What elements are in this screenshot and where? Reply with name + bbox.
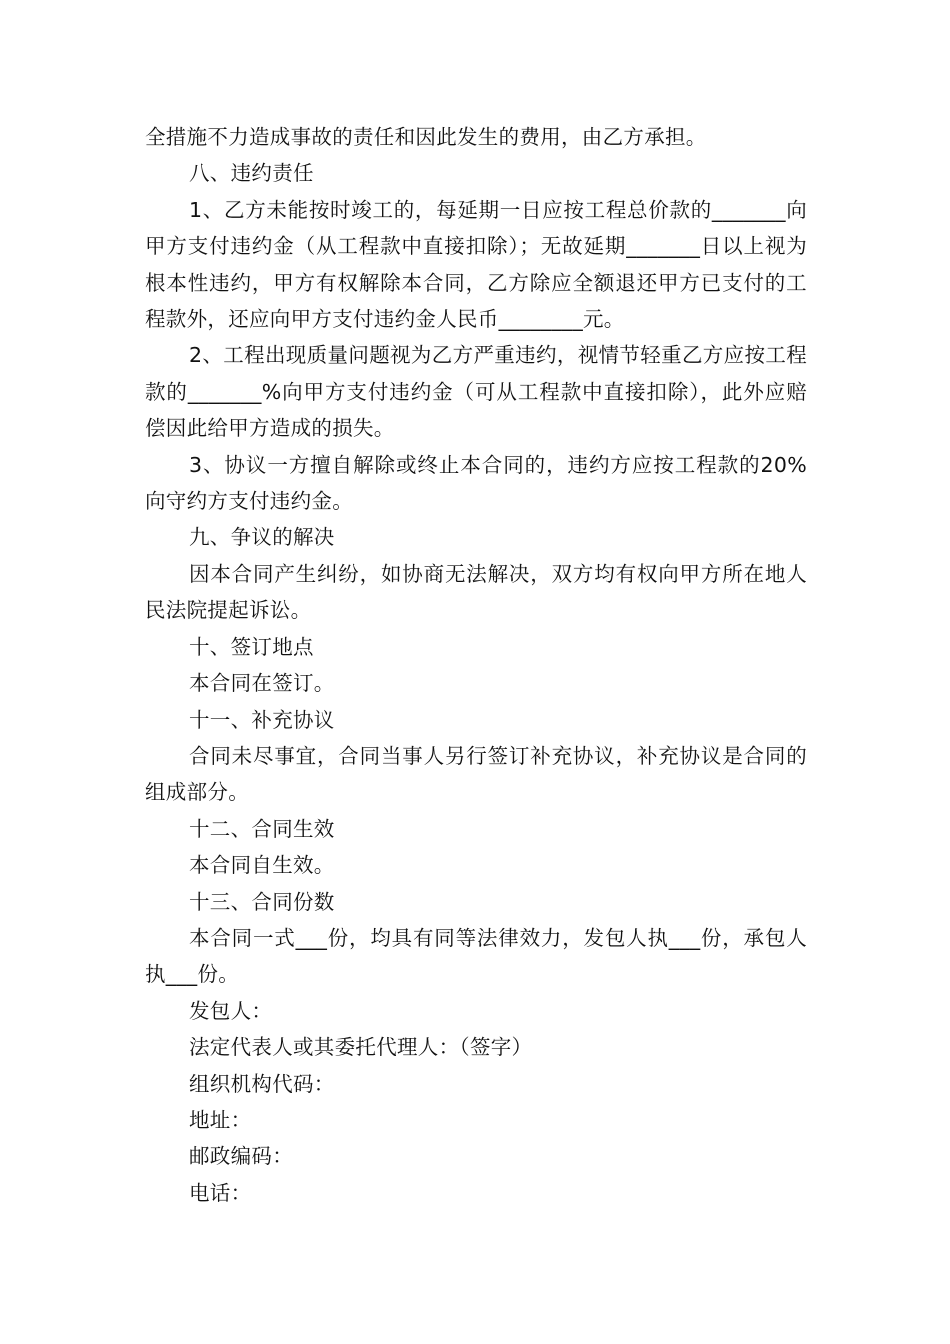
section-heading-signing-place: 十、签订地点 [189,634,314,659]
section-heading-contract-effect: 十二、合同生效 [189,816,335,841]
section-heading-breach-liability: 八、违约责任 [189,161,314,186]
clause-signing-place: 本合同在签订。 [189,671,335,696]
section-heading-supplementary-agreement: 十一、补充协议 [189,707,335,732]
clause-late-completion: 1、乙方未能按时竣工的，每延期一日应按工程总价款的_______向甲方支付违约金（从工程款中直接扣除）；无故延期_______日以上视为根本性违约，甲方有权解除本合同，乙方除应全额退还甲方已支付的工程款外，还应向甲方支付违约金人民币________元。 [145,197,807,332]
section-heading-dispute-resolution: 九、争议的解决 [189,525,335,550]
clause-dispute-resolution: 因本合同产生纠纷，如协商无法解决，双方均有权向甲方所在地人民法院提起诉讼。 [145,561,807,623]
field-organization-code: 组织机构代码： [189,1071,335,1096]
document-body [145,119,807,1211]
clause-quality-issue: 2、工程出现质量问题视为乙方严重违约，视情节轻重乙方应按工程款的_______%向甲方支付违约金（可从工程款中直接扣除），此外应赔偿因此给甲方造成的损失。 [145,343,807,441]
field-legal-representative: 法定代表人或其委托代理人：（签字） [189,1035,533,1060]
section-heading-copies: 十三、合同份数 [189,889,335,914]
field-phone: 电话： [189,1180,252,1205]
field-address: 地址： [189,1107,252,1132]
clause-copies: 本合同一式___份，均具有同等法律效力，发包人执___份，承包人执___份。 [145,925,807,987]
field-postal-code: 邮政编码： [189,1144,293,1169]
continuation-paragraph: 全措施不力造成事故的责任和因此发生的费用，由乙方承担。 [145,125,707,149]
clause-supplementary-agreement: 合同未尽事宜，合同当事人另行签订补充协议，补充协议是合同的组成部分。 [145,743,807,805]
clause-contract-effect: 本合同自生效。 [189,853,335,878]
field-employer: 发包人： [189,998,273,1023]
clause-unilateral-termination: 3、协议一方擅自解除或终止本合同的，违约方应按工程款的20%向守约方支付违约金。 [145,452,807,514]
